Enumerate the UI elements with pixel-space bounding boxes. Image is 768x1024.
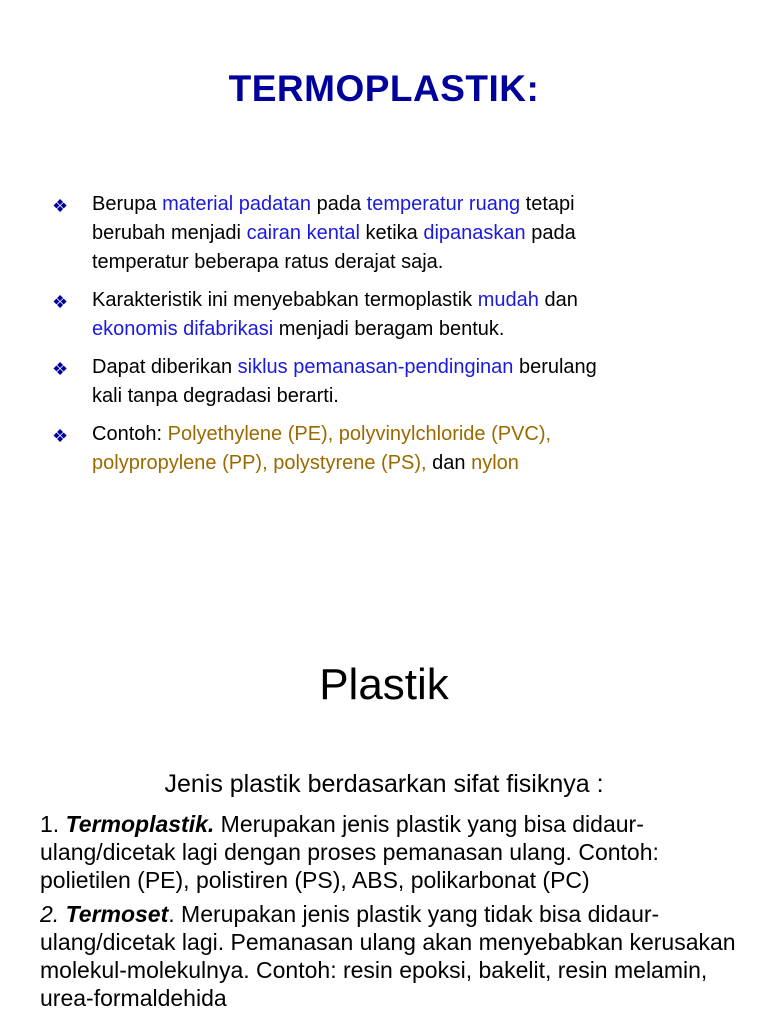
- diamond-bullet-icon: ❖: [52, 426, 69, 446]
- subheading: Jenis plastik berdasarkan sifat fisiknya :: [164, 770, 604, 798]
- bullet-item: ❖ Berupa material padatan pada temperatur ruang tetapi berubah menjadi cairan kental ketika dipanaskan pada temperatur beberapa ratus derajat saja.: [52, 193, 576, 273]
- diamond-bullet-icon: ❖: [52, 359, 69, 379]
- numbered-list: [40, 810, 740, 1018]
- bullet-list: [52, 190, 742, 487]
- list-item: 2. Termoset. Merupakan jenis plastik yang tidak bisa didaur-ulang/dicetak lagi. Pemanasan ulang akan menyebabkan kerusakan molekul-molekulnya. Contoh: resin epoksi, bakelit, resin melamin, urea-formaldehida: [40, 901, 736, 1011]
- slide-title: Plastik: [319, 660, 449, 709]
- bullet-item: ❖ Karakteristik ini menyebabkan termoplastik mudah dan ekonomis difabrikasi menjadi beragam bentuk.: [52, 289, 578, 340]
- slide-title: TERMOPLASTIK:: [228, 68, 540, 109]
- bullet-item: ❖ Dapat diberikan siklus pemanasan-pendinginan berulang kali tanpa degradasi berarti.: [52, 356, 597, 407]
- bullet-item: ❖ Contoh: Polyethylene (PE), polyvinylchloride (PVC), polypropylene (PP), polystyrene (PS), dan nylon: [52, 423, 552, 474]
- list-item: 1. Termoplastik. Merupakan jenis plastik yang bisa didaur-ulang/dicetak lagi dengan proses pemanasan ulang. Contoh: polietilen (PE), polistiren (PS), ABS, polikarbonat (PC): [40, 811, 659, 893]
- diamond-bullet-icon: ❖: [52, 292, 69, 312]
- diamond-bullet-icon: ❖: [52, 196, 69, 216]
